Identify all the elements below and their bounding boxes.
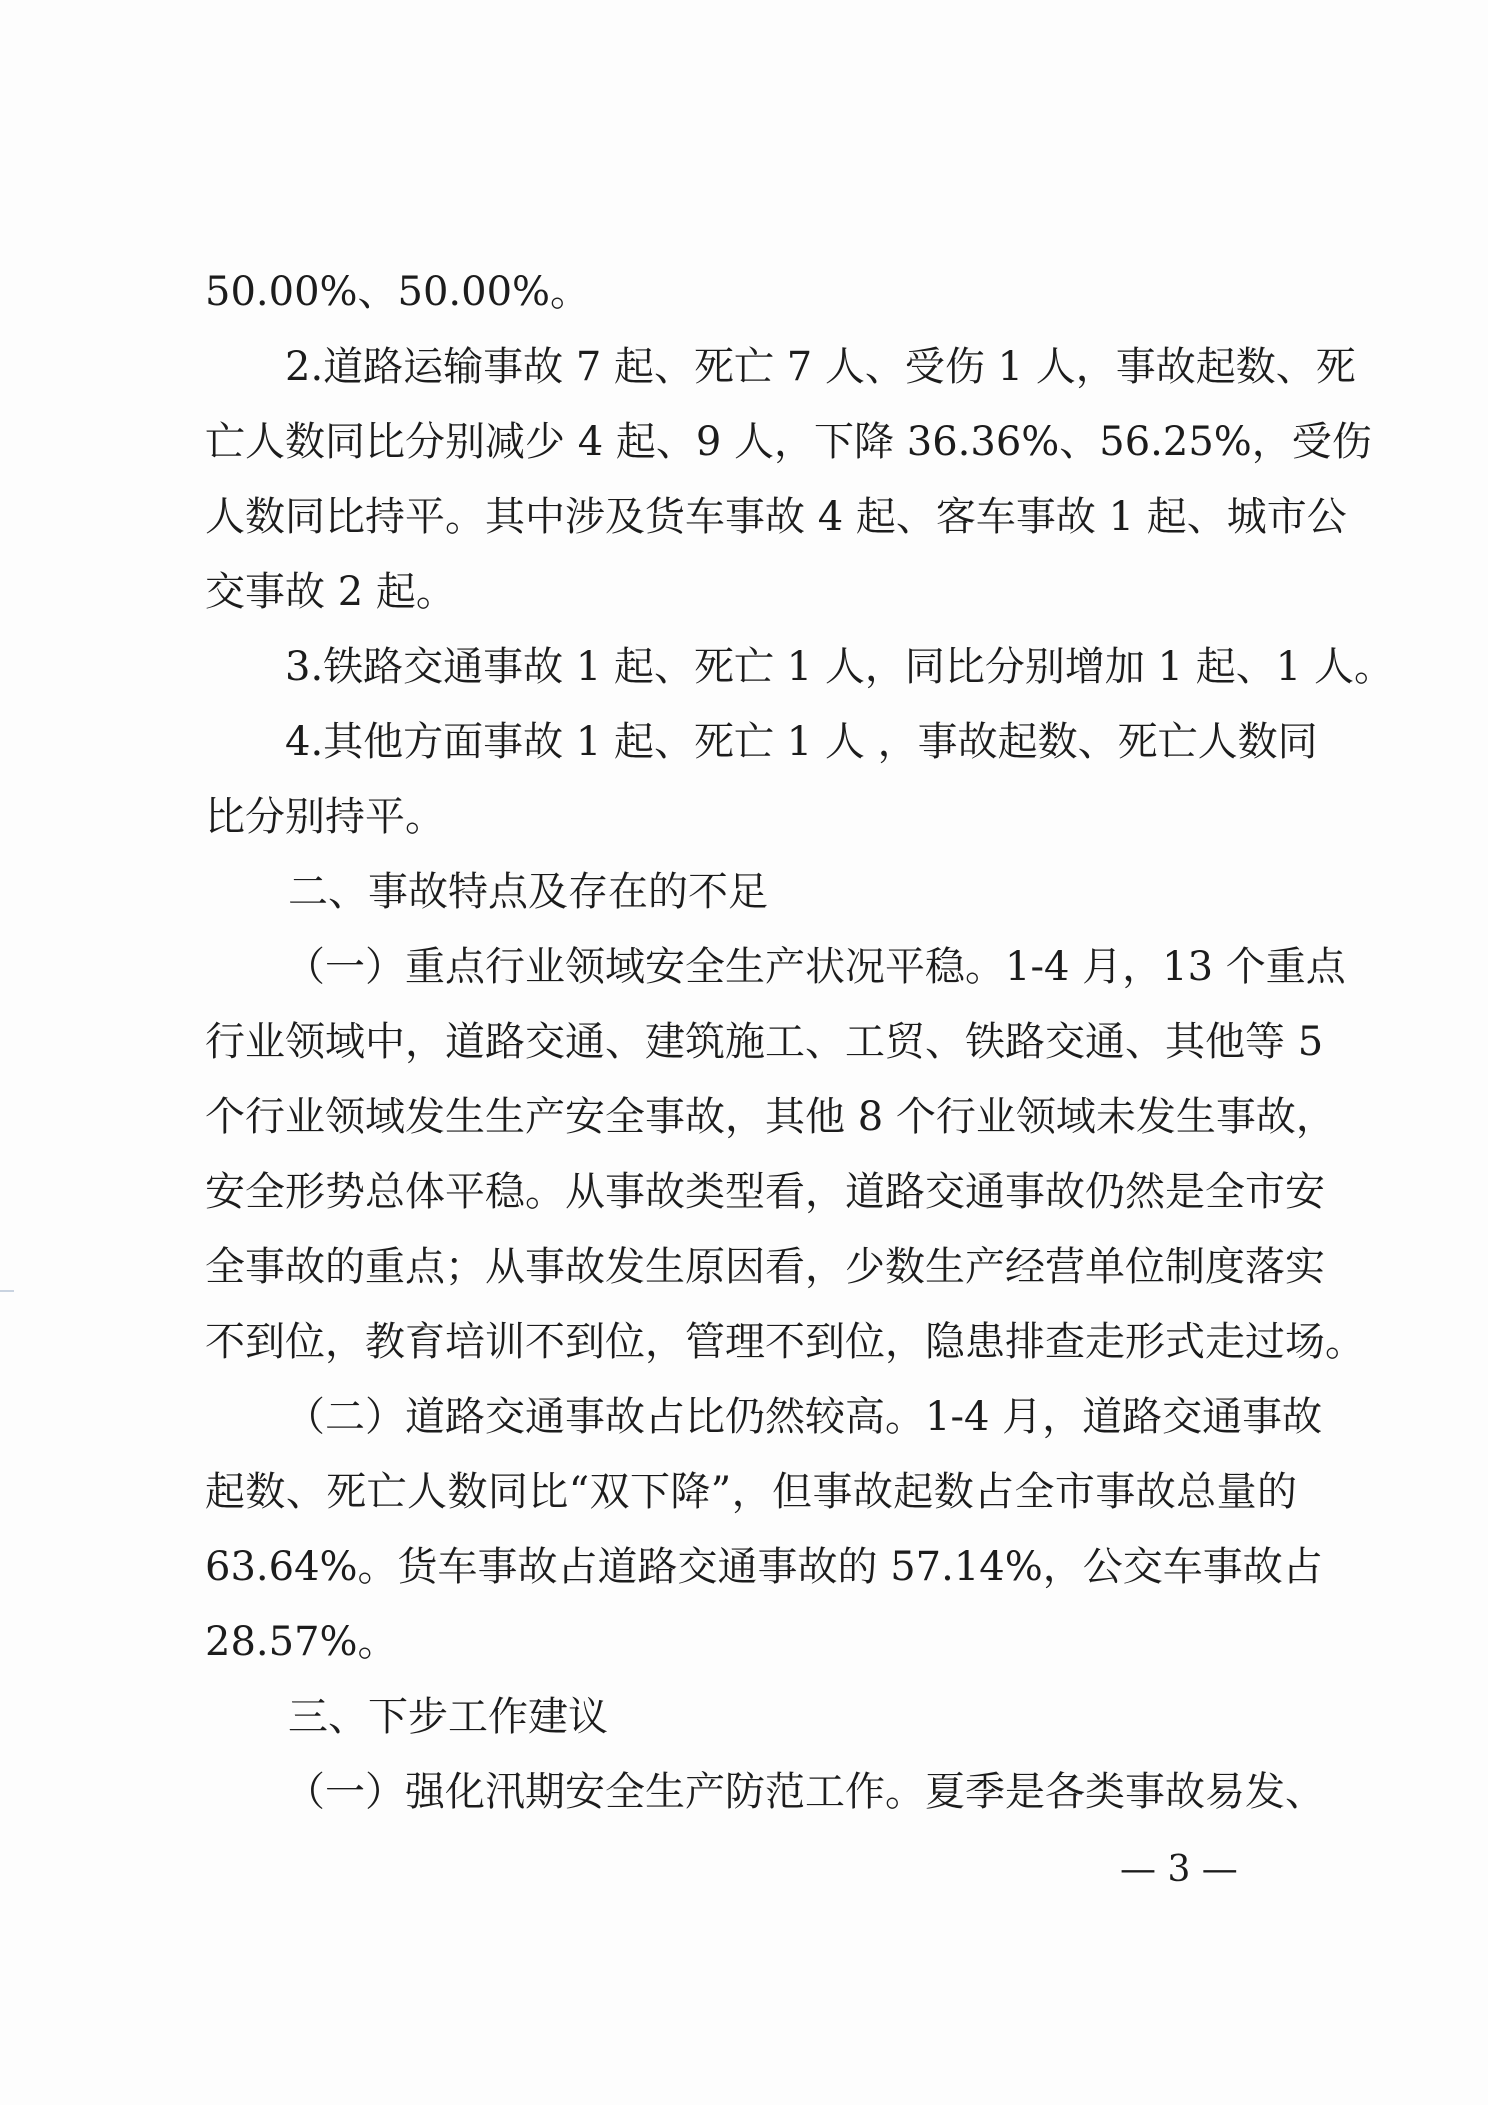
page-number: — 3 — — [1120, 1849, 1238, 1890]
paragraph-line: 起数、死亡人数同比“双下降”，但事故起数占全市事故总量的 — [205, 1469, 1297, 1515]
paragraph-line: 3.铁路交通事故 1 起、死亡 1 人，同比分别增加 1 起、1 人。 — [285, 644, 1394, 690]
paragraph-line: （一）强化汛期安全生产防范工作。夏季是各类事故易发、 — [285, 1769, 1325, 1815]
paragraph-line: 2.道路运输事故 7 起、死亡 7 人、受伤 1 人，事故起数、死 — [285, 344, 1356, 390]
paragraph-line: 不到位，教育培训不到位，管理不到位，隐患排查走形式走过场。 — [205, 1319, 1365, 1365]
paragraph-line: 28.57%。 — [205, 1619, 398, 1665]
paragraph-line: （二）道路交通事故占比仍然较高。1-4 月，道路交通事故 — [285, 1394, 1323, 1440]
paragraph-line: 行业领域中，道路交通、建筑施工、工贸、铁路交通、其他等 5 — [205, 1019, 1324, 1065]
paragraph-line: 人数同比持平。其中涉及货车事故 4 起、客车事故 1 起、城市公 — [205, 494, 1347, 540]
paragraph-line: （一）重点行业领域安全生产状况平稳。1-4 月，13 个重点 — [285, 944, 1346, 990]
paragraph-line: 全事故的重点；从事故发生原因看，少数生产经营单位制度落实 — [205, 1244, 1325, 1290]
scan-edge-mark — [0, 1290, 14, 1292]
paragraph-line: 个行业领域发生生产安全事故，其他 8 个行业领域未发生事故， — [205, 1094, 1336, 1140]
paragraph-line: 4.其他方面事故 1 起、死亡 1 人 ，事故起数、死亡人数同 — [285, 719, 1318, 765]
paragraph-line: 63.64%。货车事故占道路交通事故的 57.14%，公交车事故占 — [205, 1544, 1323, 1590]
paragraph-line: 交事故 2 起。 — [205, 569, 456, 615]
paragraph-line: 亡人数同比分别减少 4 起、9 人，下降 36.36%、56.25%，受伤 — [205, 419, 1372, 465]
section-heading: 三、下步工作建议 — [288, 1694, 608, 1740]
paragraph-line: 比分别持平。 — [205, 794, 445, 840]
paragraph-line: 安全形势总体平稳。从事故类型看，道路交通事故仍然是全市安 — [205, 1169, 1325, 1215]
section-heading: 二、事故特点及存在的不足 — [288, 869, 768, 915]
paragraph-line: 50.00%、50.00%。 — [205, 269, 591, 315]
